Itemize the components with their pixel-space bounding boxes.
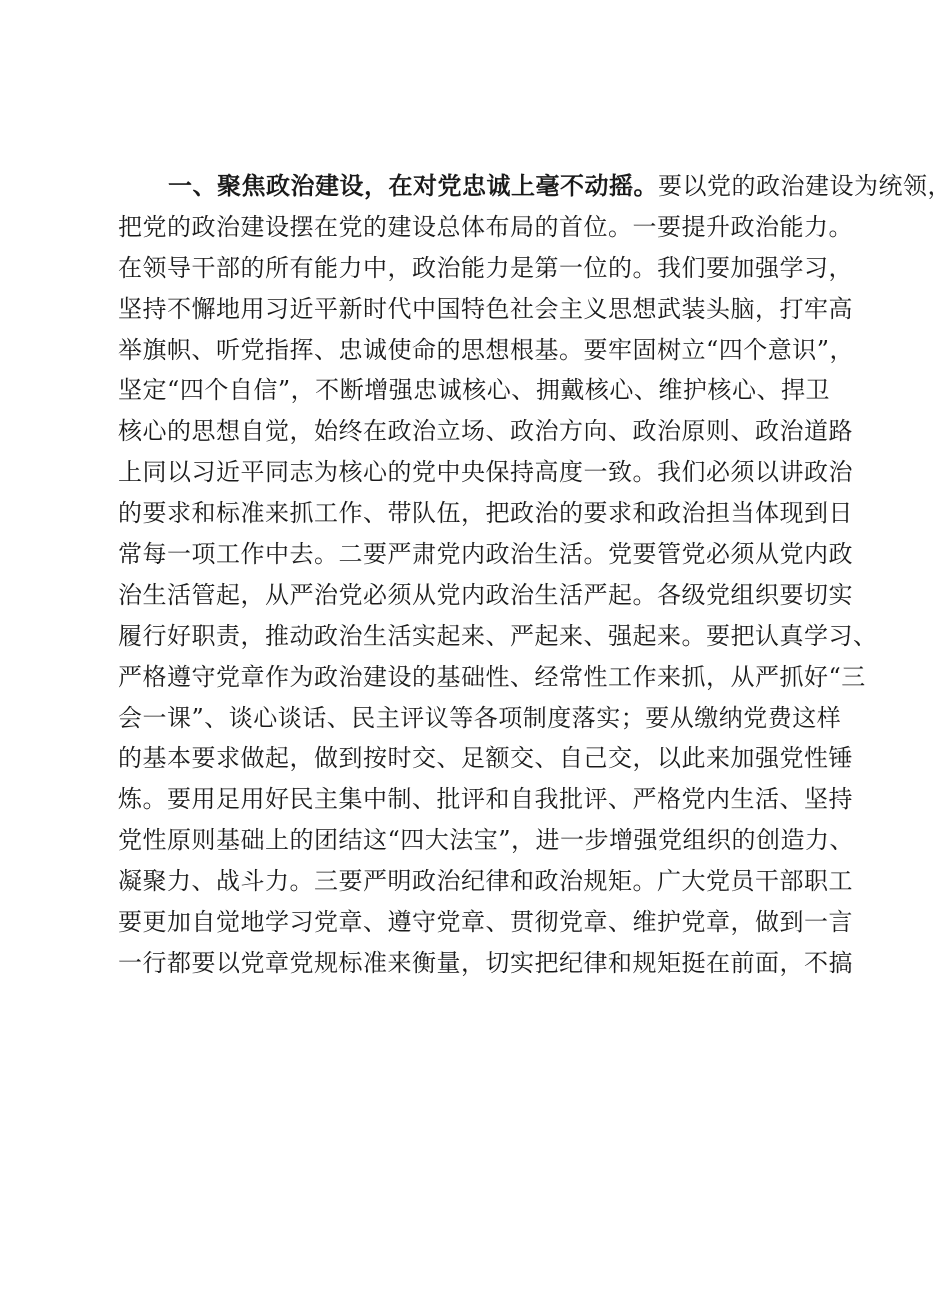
paragraph-line-19: 要更加自觉地学习党章、遵守党章、贯彻党章、维护党章，做到一言 bbox=[118, 908, 853, 937]
paragraph-line-14: 会一课”、谈心谈话、民主评议等各项制度落实；要从缴纳党费这样 bbox=[118, 703, 842, 732]
paragraph-line-13: 严格遵守党章作为政治建设的基础性、经常性工作来抓，从严抓好“三 bbox=[118, 662, 866, 691]
paragraph-line-16: 炼。要用足用好民主集中制、批评和自我批评、严格党内生活、坚持 bbox=[118, 785, 853, 814]
paragraph-line-8: 上同以习近平同志为核心的党中央保持高度一致。我们必须以讲政治 bbox=[118, 458, 853, 487]
paragraph-line-6: 坚定“四个自信”，不断增强忠诚核心、拥戴核心、维护核心、捍卫 bbox=[118, 376, 830, 405]
paragraph-line-15: 的基本要求做起，做到按时交、足额交、自己交，以此来加强党性锤 bbox=[118, 744, 853, 773]
paragraph-text: 要以党的政治建设为统领， bbox=[658, 172, 952, 200]
paragraph-line-20: 一行都要以党章党规标准来衡量，切实把纪律和规矩挺在前面，不搞 bbox=[118, 948, 853, 977]
paragraph-line-11: 治生活管起，从严治党必须从党内政治生活严起。各级党组织要切实 bbox=[118, 580, 853, 609]
paragraph-line-3: 在领导干部的所有能力中，政治能力是第一位的。我们要加强学习， bbox=[118, 253, 853, 282]
paragraph-line-17: 党性原则基础上的团结这“四大法宝”，进一步增强党组织的创造力、 bbox=[118, 826, 855, 855]
paragraph-line-2: 把党的政治建设摆在党的建设总体布局的首位。一要提升政治能力。 bbox=[118, 212, 853, 241]
paragraph-line-1 bbox=[118, 166, 952, 207]
paragraph-line-9: 的要求和标准来抓工作、带队伍，把政治的要求和政治担当体现到日 bbox=[118, 499, 853, 528]
document-body bbox=[118, 166, 952, 984]
paragraph-line-4: 坚持不懈地用习近平新时代中国特色社会主义思想武装头脑，打牢高 bbox=[118, 294, 853, 323]
paragraph-line-7: 核心的思想自觉，始终在政治立场、政治方向、政治原则、政治道路 bbox=[118, 417, 853, 446]
paragraph-line-5: 举旗帜、听党指挥、忠诚使命的思想根基。要牢固树立“四个意识”， bbox=[118, 335, 855, 364]
paragraph-line-12: 履行好职责，推动政治生活实起来、严起来、强起来。要把认真学习、 bbox=[118, 621, 878, 650]
section-heading: 一、聚焦政治建设，在对党忠诚上毫不动摇。 bbox=[168, 172, 658, 200]
paragraph-line-10: 常每一项工作中去。二要严肃党内政治生活。党要管党必须从党内政 bbox=[118, 540, 853, 569]
paragraph-line-18: 凝聚力、战斗力。三要严明政治纪律和政治规矩。广大党员干部职工 bbox=[118, 867, 853, 896]
